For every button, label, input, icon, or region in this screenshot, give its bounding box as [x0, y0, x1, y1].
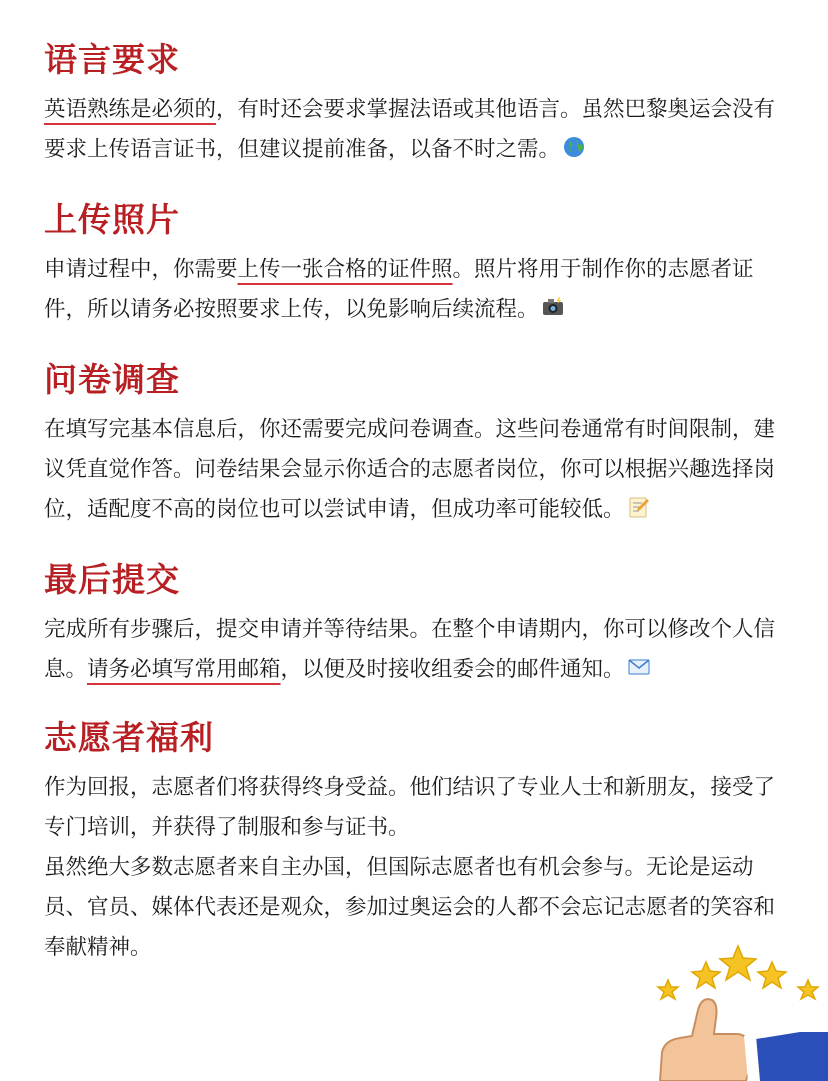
section-body	[44, 250, 796, 330]
underlined-text: 英语熟练是必须的	[44, 97, 217, 122]
section-language	[44, 38, 796, 170]
section-body	[44, 90, 796, 170]
section-body: 作为回报，志愿者们将获得终身受益。他们结识了专业人士和新朋友，接受了专门培训，并获得了制服和参与证书。	[44, 775, 776, 840]
section-heading: 问卷调查	[44, 360, 180, 399]
globe-icon	[562, 135, 586, 159]
thumbs-up-icon	[640, 940, 828, 1081]
section-heading: 志愿者福利	[44, 718, 214, 757]
section-heading: 上传照片	[44, 200, 180, 239]
memo-icon	[627, 495, 651, 519]
body-text: 完成所有步骤后，提交申请并等待结果。在整个申请期内，你可以修改个人信息。	[44, 617, 776, 682]
section-body	[44, 610, 796, 690]
body-text: 申请过程中，你需要	[44, 257, 238, 282]
body-text: 在填写完基本信息后，你还需要完成问卷调查。这些问卷通常有时间限制，建议凭直觉作答。问卷结果会显示你适合的志愿者岗位，你可以根据兴趣选择岗位，适配度不高的岗位也可以尝试申请，但成功率可能较低。	[44, 417, 776, 522]
section-benefits	[44, 716, 796, 968]
body-text: ，以便及时接收组委会的邮件通知。	[280, 657, 625, 682]
body-text: 。照片将用于制作你的志愿者证件，所以请务必按照要求上传，以免影响后续流程。	[44, 257, 754, 322]
section-body: 虽然绝大多数志愿者来自主办国，但国际志愿者也有机会参与。无论是运动员、官员、媒体代表还是观众，参加过奥运会的人都不会忘记志愿者的笑容和奉献精神。	[44, 855, 776, 960]
email-icon	[627, 655, 651, 679]
underlined-text: 上传一张合格的证件照	[237, 257, 453, 282]
section-submit	[44, 558, 796, 690]
camera-flash-icon	[541, 295, 565, 319]
underlined-text: 请务必填写常用邮箱	[87, 657, 281, 682]
section-heading: 最后提交	[44, 560, 180, 599]
section-photo	[44, 198, 796, 330]
body-text: ，有时还会要求掌握法语或其他语言。虽然巴黎奥运会没有要求上传语言证书，但建议提前准备，以备不时之需。	[44, 97, 776, 162]
star-icon	[658, 946, 818, 999]
section-body	[44, 410, 796, 530]
section-heading: 语言要求	[44, 40, 180, 79]
section-survey	[44, 358, 796, 530]
